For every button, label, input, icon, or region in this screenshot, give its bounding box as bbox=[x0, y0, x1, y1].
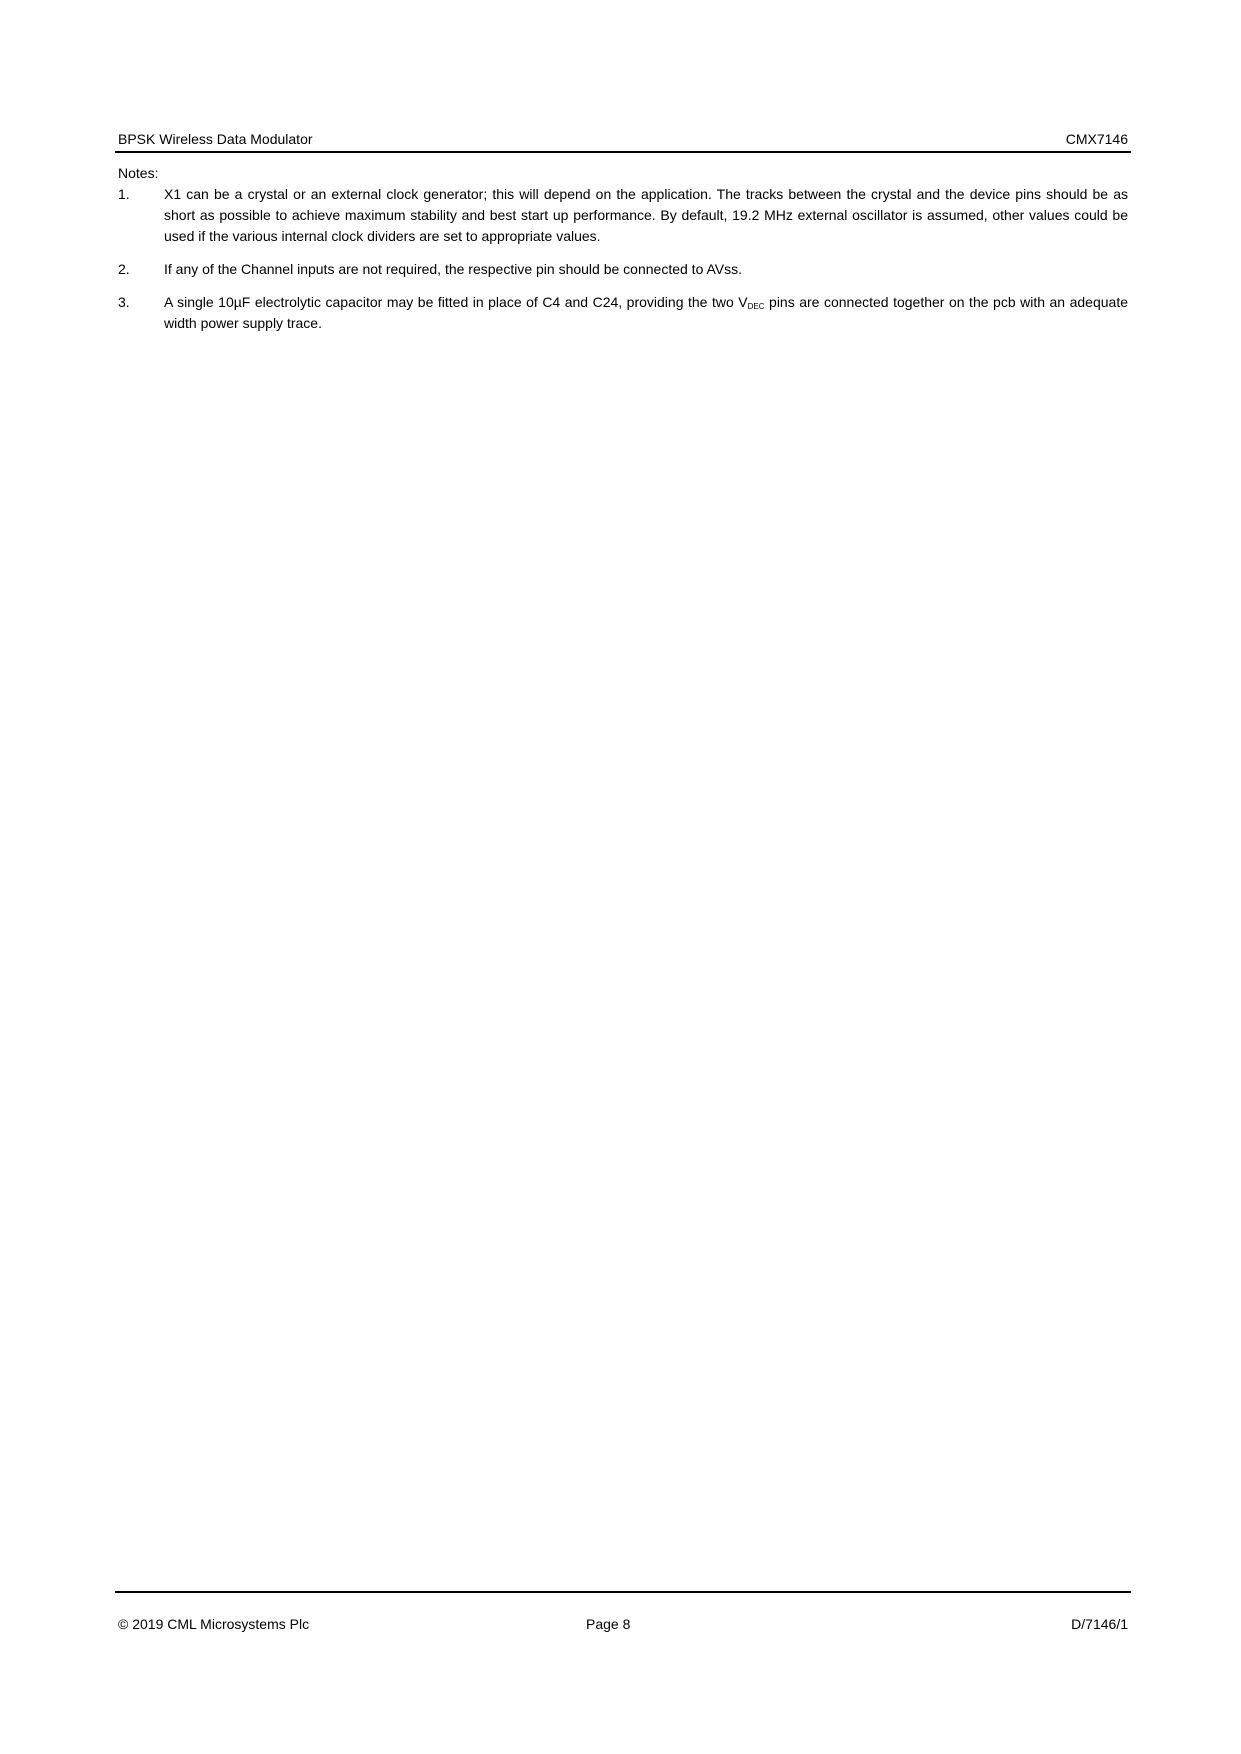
note-text: X1 can be a crystal or an external clock generator; this will depend on the application. The tracks between the crystal and the device pins should be as short as possible to achieve maximum stability and best start up performance. By default, 19.2 MHz external oscillator is assumed, other values could be used if the various internal clock dividers are set to appropriate values. bbox=[164, 186, 1128, 244]
note-item-1 bbox=[118, 184, 1128, 247]
header-divider bbox=[115, 151, 1131, 153]
page-header bbox=[118, 127, 1128, 151]
footer-page-number: Page 8 bbox=[586, 1616, 631, 1632]
header-part-number: CMX7146 bbox=[1065, 131, 1128, 147]
notes-section bbox=[118, 163, 1128, 346]
note-text: If any of the Channel inputs are not required, the respective pin should be connected to AVss. bbox=[164, 261, 742, 277]
note-number: 3. bbox=[118, 294, 130, 310]
footer-copyright: © 2019 CML Microsystems Plc bbox=[118, 1616, 310, 1632]
note-text-part: A single 10µF electrolytic capacitor may be fitted in place of C4 and C24, providing the two V bbox=[164, 294, 748, 310]
note-text bbox=[164, 292, 1128, 334]
footer-doc-id: D/7146/1 bbox=[1071, 1616, 1128, 1632]
vdec-subscript: DEC bbox=[747, 302, 765, 311]
footer-divider bbox=[115, 1591, 1131, 1593]
note-number: 2. bbox=[118, 261, 130, 277]
page-footer bbox=[118, 1612, 1128, 1636]
note-item-2 bbox=[118, 259, 1128, 280]
note-item-3 bbox=[118, 292, 1128, 334]
note-number: 1. bbox=[118, 186, 130, 202]
notes-heading: Notes: bbox=[118, 165, 159, 181]
note-text-part: pins are connected together on the pcb with an adequate width power supply trace. bbox=[164, 294, 1128, 331]
header-title: BPSK Wireless Data Modulator bbox=[118, 131, 313, 147]
